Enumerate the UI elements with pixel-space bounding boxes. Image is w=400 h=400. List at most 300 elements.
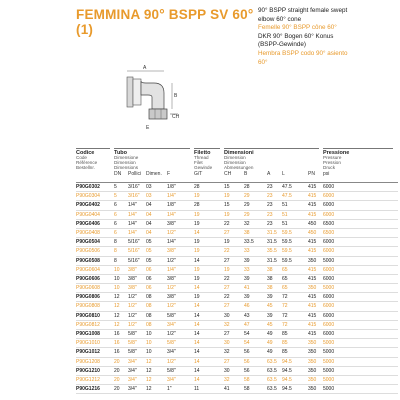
cell-dn: 12 (114, 321, 120, 328)
cell-code: P90G0508 (76, 257, 100, 264)
cell-gt: 28 (194, 202, 200, 209)
table-row (76, 302, 398, 311)
cell-ch: 27 (224, 331, 230, 337)
cell-f: 3/4" (167, 376, 176, 383)
cell-a: 31.5 (267, 257, 277, 264)
cell-pn: 415 (308, 266, 317, 273)
cell-dr: 08 (146, 312, 152, 319)
group-header (224, 148, 319, 170)
spec-table (76, 148, 398, 394)
table-row (76, 183, 398, 192)
cell-inch: 1/2" (128, 321, 137, 328)
cell-pn: 415 (308, 312, 317, 319)
cell-l: 94.5 (282, 376, 292, 383)
group-title: Filetto (194, 150, 211, 156)
cell-dr: 04 (146, 229, 152, 236)
group-title: Dimensioni (224, 150, 254, 156)
cell-inch: 1/2" (128, 294, 137, 301)
cell-dn: 16 (114, 331, 120, 337)
cell-psi: 6000 (323, 193, 335, 200)
cell-gt: 19 (194, 266, 200, 273)
cell-pn: 350 (308, 349, 317, 356)
cell-dr: 08 (146, 321, 152, 328)
cell-psi: 6000 (323, 331, 335, 337)
group-subtitle: Dimensions (114, 164, 138, 170)
description-line: (BSPP-Gewinde) (258, 41, 306, 49)
cell-gt: 14 (194, 358, 200, 365)
cell-a: 31.5 (267, 229, 277, 236)
cell-psi: 6000 (323, 312, 335, 319)
cell-l: 72 (282, 303, 288, 310)
cell-psi: 6500 (323, 220, 335, 227)
cell-l: 65 (282, 266, 288, 273)
table-row (76, 321, 398, 330)
cell-psi: 6000 (323, 266, 335, 273)
cell-ch: 19 (224, 211, 230, 218)
table-row (76, 376, 398, 385)
cell-l: 47.5 (282, 184, 292, 190)
cell-dn: 8 (114, 248, 117, 255)
table-row (76, 284, 398, 293)
cell-dn: 16 (114, 349, 120, 356)
cell-gt: 14 (194, 303, 200, 310)
cell-dr: 03 (146, 193, 152, 200)
cell-code: P90G0808 (76, 303, 100, 310)
cell-b: 39 (244, 275, 250, 282)
group-subtitle: Druck (323, 164, 335, 170)
cell-a: 45 (267, 321, 273, 328)
cell-code: P90G0406 (76, 220, 100, 227)
cell-code: P90G1216 (76, 386, 100, 393)
cell-f: 1/2" (167, 229, 176, 236)
column-header: Dimen. (146, 171, 162, 177)
cell-l: 59.5 (282, 248, 292, 255)
table-row (76, 339, 398, 348)
group-subtitle: Code (76, 155, 87, 160)
cell-a: 39 (267, 312, 273, 319)
table-row (76, 211, 398, 220)
cell-inch: 1/2" (128, 303, 137, 310)
cell-f: 1/4" (167, 211, 176, 218)
cell-f: 1/2" (167, 303, 176, 310)
cell-ch: 30 (224, 367, 230, 374)
group-subtitle: Abmessungen (224, 164, 254, 170)
cell-a: 49 (267, 331, 273, 337)
cell-dr: 04 (146, 211, 152, 218)
table-row (76, 220, 398, 229)
cell-gt: 19 (194, 220, 200, 227)
table-row (76, 348, 398, 357)
cell-b: 33 (244, 248, 250, 255)
cell-a: 63.5 (267, 376, 277, 383)
cell-l: 94.5 (282, 367, 292, 374)
cell-psi: 5000 (323, 340, 335, 347)
cell-code: P90G0304 (76, 193, 100, 200)
table-row (76, 257, 398, 266)
cell-code: P90G0812 (76, 321, 100, 328)
table-row (76, 275, 398, 284)
table-row (76, 312, 398, 321)
cell-psi: 6000 (323, 202, 335, 209)
cell-b: 54 (244, 331, 250, 337)
cell-dn: 10 (114, 275, 120, 282)
cell-dn: 12 (114, 294, 120, 301)
cell-a: 39 (267, 294, 273, 301)
cell-code: P90G1210 (76, 367, 100, 374)
column-header: B (244, 171, 248, 177)
elbow-body (141, 81, 164, 109)
cell-f: 3/4" (167, 349, 176, 356)
table-row (76, 238, 398, 247)
title-line-2: (1) (76, 22, 94, 37)
cell-code: P90G0504 (76, 239, 100, 246)
cell-l: 51 (282, 211, 288, 218)
cell-f: 1" (167, 386, 172, 393)
cell-ch: 15 (224, 202, 230, 209)
cell-pn: 415 (308, 275, 317, 282)
cell-f: 1/4" (167, 266, 176, 273)
cell-psi: 5000 (323, 376, 335, 383)
cell-ch: 30 (224, 312, 230, 319)
cell-pn: 450 (308, 220, 317, 227)
cell-a: 23 (267, 220, 273, 227)
cell-ch: 22 (224, 294, 230, 301)
cell-a: 63.5 (267, 367, 277, 374)
cell-f: 5/8" (167, 367, 176, 374)
group-title: Pressione (323, 150, 350, 156)
cell-pn: 350 (308, 358, 317, 365)
group-subtitle: Référence (76, 159, 98, 165)
group-subtitle: Dimension (114, 159, 136, 165)
cell-f: 5/8" (167, 312, 176, 319)
cell-b: 58 (244, 376, 250, 383)
cell-psi: 6000 (323, 184, 335, 190)
cell-ch: 27 (224, 229, 230, 236)
cell-code: P90G0806 (76, 294, 100, 301)
group-subtitle: Filet (194, 159, 203, 165)
cell-code: P90G0402 (76, 202, 100, 209)
cell-f: 1/4" (167, 239, 176, 246)
cell-f: 1/2" (167, 285, 176, 292)
cell-inch: 3/4" (128, 358, 137, 365)
cell-pn: 415 (308, 184, 317, 190)
cell-ch: 22 (224, 220, 230, 227)
cell-code: P90G1008 (76, 331, 100, 337)
cell-a: 38 (267, 266, 273, 273)
cell-pn: 415 (308, 303, 317, 310)
hose-tail (127, 77, 133, 107)
group-subtitle: Dimension (224, 159, 246, 165)
cell-b: 41 (244, 285, 250, 292)
group-subtitle: Dimensione (114, 155, 139, 160)
cell-inch: 3/4" (128, 376, 137, 383)
cell-inch: 5/16" (128, 248, 140, 255)
cell-pn: 350 (308, 257, 317, 264)
title-line-1: FEMMINA 90° BSPP SV 60° (76, 7, 254, 22)
cell-b: 33.5 (244, 239, 254, 246)
cell-a: 38 (267, 275, 273, 282)
cell-dn: 8 (114, 239, 117, 246)
cell-gt: 19 (194, 248, 200, 255)
cell-f: 1/2" (167, 331, 176, 337)
cell-dn: 6 (114, 220, 117, 227)
cell-gt: 14 (194, 321, 200, 328)
cell-psi: 6000 (323, 303, 335, 310)
cell-ch: 41 (224, 386, 230, 393)
cell-ch: 15 (224, 184, 230, 190)
description-line: 60° (258, 58, 268, 66)
cell-pn: 350 (308, 285, 317, 292)
cell-pn: 350 (308, 367, 317, 374)
group-subtitle: Pressure (323, 155, 342, 160)
table-row (76, 330, 398, 339)
cell-gt: 19 (194, 211, 200, 218)
group-header (194, 148, 220, 170)
cell-psi: 6000 (323, 294, 335, 301)
column-header: G/T (194, 171, 203, 177)
cell-inch: 3/16" (128, 193, 140, 200)
cell-dr: 05 (146, 248, 152, 255)
cell-a: 23 (267, 211, 273, 218)
cell-dr: 06 (146, 266, 152, 273)
cell-dr: 08 (146, 303, 152, 310)
cell-f: 3/8" (167, 248, 176, 255)
cell-a: 38 (267, 285, 273, 292)
cell-ch: 32 (224, 376, 230, 383)
cell-gt: 19 (194, 193, 200, 200)
cell-psi: 5000 (323, 358, 335, 365)
label-ch: CH (172, 114, 180, 120)
cell-ch: 27 (224, 285, 230, 292)
description-line: Femelle 90° BSPP cône 60° (258, 24, 337, 32)
cell-b: 46 (244, 303, 250, 310)
cell-code: P90G1012 (76, 349, 100, 356)
cell-dn: 10 (114, 266, 120, 273)
column-header: CH (224, 171, 232, 177)
cell-b: 29 (244, 202, 250, 209)
cell-f: 3/8" (167, 275, 176, 282)
cell-inch: 3/8" (128, 266, 137, 273)
cell-dn: 5 (114, 184, 117, 190)
column-header: PN (308, 171, 315, 177)
cell-b: 33 (244, 266, 250, 273)
group-subtitle: Gewinde (194, 164, 213, 170)
cell-dr: 04 (146, 202, 152, 209)
group-title: Tubo (114, 150, 128, 156)
cell-a: 63.5 (267, 386, 277, 393)
cell-dn: 8 (114, 257, 117, 264)
cell-inch: 3/8" (128, 275, 137, 282)
cell-pn: 450 (308, 229, 317, 236)
cell-code: P90G1208 (76, 358, 100, 365)
cell-l: 47.5 (282, 193, 292, 200)
cell-pn: 415 (308, 331, 317, 337)
cell-psi: 5000 (323, 285, 335, 292)
cell-dn: 20 (114, 358, 120, 365)
cell-l: 85 (282, 340, 288, 347)
cell-inch: 1/4" (128, 202, 137, 209)
cell-ch: 32 (224, 349, 230, 356)
cell-gt: 14 (194, 312, 200, 319)
group-subtitle: Pression (323, 159, 341, 165)
cell-inch: 1/4" (128, 211, 137, 218)
cell-psi: 6000 (323, 275, 335, 282)
column-header: F (167, 171, 171, 177)
cell-pn: 350 (308, 376, 317, 383)
group-header (76, 148, 110, 170)
cell-a: 23 (267, 184, 273, 190)
group-header (114, 148, 190, 170)
cell-dn: 5 (114, 193, 117, 200)
cell-a: 31.5 (267, 239, 277, 246)
fitting-illustration (126, 63, 182, 135)
cell-b: 38 (244, 229, 250, 236)
cell-inch: 5/8" (128, 331, 137, 337)
hex-nut (149, 109, 167, 119)
cell-l: 59.5 (282, 257, 292, 264)
cell-psi: 5000 (323, 349, 335, 356)
cell-dr: 03 (146, 184, 152, 190)
cell-gt: 14 (194, 367, 200, 374)
description-line: elbow 60° cone (258, 15, 302, 23)
cell-gt: 19 (194, 294, 200, 301)
cell-psi: 6000 (323, 211, 335, 218)
cell-dn: 10 (114, 285, 120, 292)
cell-gt: 14 (194, 331, 200, 337)
elbow-fitting-icon (126, 63, 182, 135)
cell-b: 29 (244, 193, 250, 200)
cell-b: 39 (244, 294, 250, 301)
cell-a: 23 (267, 202, 273, 209)
cell-pn: 415 (308, 193, 317, 200)
cell-a: 63.5 (267, 358, 277, 365)
cell-f: 3/8" (167, 294, 176, 301)
group-subtitle: Thread (194, 155, 209, 160)
cell-a: 49 (267, 349, 273, 356)
ferrule (133, 79, 141, 105)
column-header: DN (114, 171, 122, 177)
cell-a: 23 (267, 193, 273, 200)
table-row (76, 367, 398, 376)
cell-f: 1/8" (167, 184, 176, 190)
cell-l: 94.5 (282, 386, 292, 393)
cell-b: 56 (244, 349, 250, 356)
cell-b: 56 (244, 358, 250, 365)
cell-dn: 20 (114, 386, 120, 393)
table-row (76, 385, 398, 394)
table-group-header (76, 148, 398, 170)
cell-dr: 08 (146, 294, 152, 301)
cell-ch: 27 (224, 257, 230, 264)
column-header: Pollici (128, 171, 142, 177)
cell-code: P90G0506 (76, 248, 100, 255)
cell-f: 3/8" (167, 220, 176, 227)
cell-dn: 6 (114, 229, 117, 236)
cell-f: 1/8" (167, 202, 176, 209)
cell-b: 28 (244, 184, 250, 190)
cell-gt: 14 (194, 349, 200, 356)
description-line: 90° BSPP straight female swept (258, 7, 348, 14)
group-subtitle: Dimension (224, 155, 246, 160)
cell-dr: 10 (146, 340, 152, 347)
table-row (76, 192, 398, 201)
cell-pn: 415 (308, 202, 317, 209)
cell-psi: 6000 (323, 248, 335, 255)
cell-inch: 1/2" (128, 312, 137, 319)
cell-ch: 19 (224, 193, 230, 200)
cell-l: 59.5 (282, 229, 292, 236)
cell-code: P90G0404 (76, 211, 100, 218)
cell-l: 51 (282, 202, 288, 209)
cell-f: 1/2" (167, 358, 176, 365)
table-column-header (76, 170, 398, 183)
cell-dn: 12 (114, 312, 120, 319)
group-header (323, 148, 393, 170)
table-row (76, 229, 398, 238)
cell-dn: 20 (114, 376, 120, 383)
cell-inch: 1/4" (128, 220, 137, 227)
cell-pn: 415 (308, 248, 317, 255)
group-title: Codice (76, 150, 95, 156)
cell-dr: 05 (146, 239, 152, 246)
cell-psi: 6000 (323, 239, 335, 246)
cell-inch: 5/16" (128, 239, 140, 246)
cell-l: 65 (282, 285, 288, 292)
cell-ch: 30 (224, 340, 230, 347)
cell-inch: 3/8" (128, 285, 137, 292)
column-header: A (267, 171, 271, 177)
cell-ch: 19 (224, 266, 230, 273)
cell-code: P90G0606 (76, 275, 100, 282)
cell-l: 72 (282, 321, 288, 328)
cell-ch: 22 (224, 248, 230, 255)
cell-dr: 05 (146, 257, 152, 264)
cell-f: 3/4" (167, 321, 176, 328)
cell-dr: 06 (146, 275, 152, 282)
description-line: Hembra BSPP codo 90° asiento (258, 49, 348, 57)
cell-l: 85 (282, 349, 288, 356)
cell-pn: 350 (308, 386, 317, 393)
cell-dn: 16 (114, 340, 120, 347)
cell-ch: 27 (224, 358, 230, 365)
cell-gt: 14 (194, 285, 200, 292)
cell-dn: 20 (114, 367, 120, 374)
group-subtitle: Bestellnr. (76, 164, 95, 170)
product-description (258, 7, 398, 67)
cell-dn: 6 (114, 211, 117, 218)
cell-b: 56 (244, 367, 250, 374)
cell-code: P90G0302 (76, 184, 100, 190)
cell-psi: 5000 (323, 386, 335, 393)
cell-a: 45 (267, 303, 273, 310)
cell-l: 94.5 (282, 358, 292, 365)
cell-gt: 14 (194, 229, 200, 236)
cell-gt: 14 (194, 257, 200, 264)
label-b: B (174, 93, 178, 99)
cell-l: 65 (282, 275, 288, 282)
cell-inch: 3/4" (128, 386, 137, 393)
cell-l: 72 (282, 312, 288, 319)
cell-pn: 415 (308, 239, 317, 246)
page-title (76, 7, 254, 37)
cell-b: 58 (244, 386, 250, 393)
cell-l: 85 (282, 331, 288, 337)
cell-f: 1/4" (167, 193, 176, 200)
cell-gt: 28 (194, 184, 200, 190)
cell-a: 35.5 (267, 248, 277, 255)
cell-psi: 5000 (323, 257, 335, 264)
cell-dr: 10 (146, 331, 152, 337)
